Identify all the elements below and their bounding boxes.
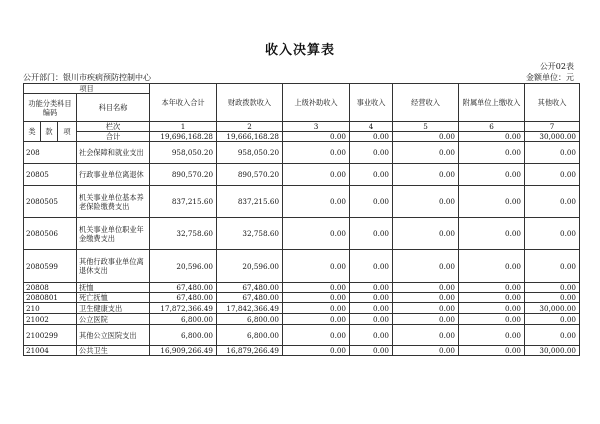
row-value-6: 0.00 (459, 325, 525, 346)
row-value-4: 0.00 (350, 314, 393, 325)
row-value-6: 0.00 (459, 303, 525, 314)
header-col-1: 本年收入合计 (150, 84, 217, 122)
table-row (24, 293, 580, 303)
row-value-3: 0.00 (283, 303, 350, 314)
table-row (24, 303, 580, 314)
row-value-2: 17,842,366.49 (217, 303, 283, 314)
row-value-3: 0.00 (283, 325, 350, 346)
row-value-5: 0.00 (393, 218, 459, 250)
header-lanci: 栏次 (77, 122, 150, 132)
row-value-6: 0.00 (459, 314, 525, 325)
row-value-7: 0.00 (525, 164, 580, 186)
total-2: 19,666,168.28 (217, 132, 283, 142)
col-number-7: 7 (525, 122, 580, 132)
row-value-5: 0.00 (393, 250, 459, 283)
row-value-6: 0.00 (459, 186, 525, 218)
row-value-1: 67,480.00 (150, 283, 217, 293)
row-code: 208 (24, 142, 77, 164)
table-row (24, 346, 580, 356)
row-value-2: 32,758.60 (217, 218, 283, 250)
row-code: 2080599 (24, 250, 77, 283)
row-value-1: 67,480.00 (150, 293, 217, 303)
row-value-2: 67,480.00 (217, 283, 283, 293)
row-value-7: 0.00 (525, 325, 580, 346)
row-value-4: 0.00 (350, 346, 393, 356)
row-value-6: 0.00 (459, 164, 525, 186)
row-value-6: 0.00 (459, 250, 525, 283)
row-value-2: 16,879,266.49 (217, 346, 283, 356)
col-number-6: 6 (459, 122, 525, 132)
header-kuan: 款 (41, 122, 58, 142)
row-name: 机关事业单位职业年金缴费支出 (77, 218, 150, 250)
row-value-5: 0.00 (393, 314, 459, 325)
total-6: 0.00 (459, 132, 525, 142)
header-row-lanci (24, 122, 580, 132)
row-code: 2100299 (24, 325, 77, 346)
total-5: 0.00 (393, 132, 459, 142)
row-value-4: 0.00 (350, 303, 393, 314)
row-code: 21002 (24, 314, 77, 325)
row-value-7: 30,000.00 (525, 346, 580, 356)
col-number-3: 3 (283, 122, 350, 132)
row-value-4: 0.00 (350, 325, 393, 346)
row-value-1: 20,596.00 (150, 250, 217, 283)
row-value-7: 0.00 (525, 314, 580, 325)
row-value-1: 17,872,366.49 (150, 303, 217, 314)
row-value-4: 0.00 (350, 293, 393, 303)
header-col-2: 财政拨款收入 (217, 84, 283, 122)
row-value-3: 0.00 (283, 142, 350, 164)
row-code: 210 (24, 303, 77, 314)
row-value-7: 0.00 (525, 186, 580, 218)
row-value-1: 837,215.60 (150, 186, 217, 218)
row-name: 卫生健康支出 (77, 303, 150, 314)
row-value-3: 0.00 (283, 218, 350, 250)
row-value-7: 0.00 (525, 293, 580, 303)
row-value-5: 0.00 (393, 164, 459, 186)
total-3: 0.00 (283, 132, 350, 142)
row-value-3: 0.00 (283, 314, 350, 325)
row-name: 社会保障和就业支出 (77, 142, 150, 164)
row-value-3: 0.00 (283, 186, 350, 218)
row-name: 行政事业单位离退休 (77, 164, 150, 186)
header-lei: 类 (24, 122, 41, 142)
row-value-2: 20,596.00 (217, 250, 283, 283)
header-col-6: 附属单位上缴收入 (459, 84, 525, 122)
row-value-3: 0.00 (283, 164, 350, 186)
header-func-code: 功能分类科目编码 (24, 94, 77, 122)
form-number: 公开02表 (539, 62, 574, 71)
row-value-4: 0.00 (350, 283, 393, 293)
header-col-4: 事业收入 (350, 84, 393, 122)
row-value-6: 0.00 (459, 293, 525, 303)
row-code: 2080505 (24, 186, 77, 218)
col-number-2: 2 (217, 122, 283, 132)
row-value-4: 0.00 (350, 164, 393, 186)
row-name: 其他行政事业单位离退休支出 (77, 250, 150, 283)
col-number-5: 5 (393, 122, 459, 132)
row-value-5: 0.00 (393, 186, 459, 218)
unit-label: 金额单位：元 (526, 73, 574, 82)
row-value-2: 958,050.20 (217, 142, 283, 164)
total-7: 30,000.00 (525, 132, 580, 142)
row-value-7: 30,000.00 (525, 303, 580, 314)
row-value-1: 32,758.60 (150, 218, 217, 250)
row-value-1: 890,570.20 (150, 164, 217, 186)
header-col-7: 其他收入 (525, 84, 580, 122)
row-value-2: 6,800.00 (217, 314, 283, 325)
row-value-5: 0.00 (393, 293, 459, 303)
col-number-1: 1 (150, 122, 217, 132)
row-value-2: 67,480.00 (217, 293, 283, 303)
row-value-5: 0.00 (393, 283, 459, 293)
row-value-7: 0.00 (525, 250, 580, 283)
row-name: 死亡抚恤 (77, 293, 150, 303)
row-value-4: 0.00 (350, 218, 393, 250)
total-1: 19,696,168.28 (150, 132, 217, 142)
row-name: 机关事业单位基本养老保险缴费支出 (77, 186, 150, 218)
page-title: 收入决算表 (264, 43, 335, 58)
table-row (24, 142, 580, 164)
col-number-4: 4 (350, 122, 393, 132)
row-value-4: 0.00 (350, 250, 393, 283)
row-value-1: 16,909,266.49 (150, 346, 217, 356)
table-row (24, 218, 580, 250)
row-name: 抚恤 (77, 283, 150, 293)
row-value-6: 0.00 (459, 283, 525, 293)
row-code: 20808 (24, 283, 77, 293)
row-value-2: 6,800.00 (217, 325, 283, 346)
row-value-5: 0.00 (393, 346, 459, 356)
table-row (24, 314, 580, 325)
row-code: 20805 (24, 164, 77, 186)
header-subject-name: 科目名称 (77, 94, 150, 122)
table-row (24, 164, 580, 186)
row-value-7: 0.00 (525, 142, 580, 164)
row-code: 2080506 (24, 218, 77, 250)
row-code: 2080801 (24, 293, 77, 303)
header-heji: 合计 (77, 132, 150, 142)
table-row (24, 250, 580, 283)
row-name: 公共卫生 (77, 346, 150, 356)
row-code: 21004 (24, 346, 77, 356)
header-project: 项目 (24, 84, 150, 94)
row-value-3: 0.00 (283, 250, 350, 283)
row-value-4: 0.00 (350, 186, 393, 218)
income-table (23, 83, 580, 356)
row-value-2: 837,215.60 (217, 186, 283, 218)
row-value-6: 0.00 (459, 346, 525, 356)
header-col-5: 经营收入 (393, 84, 459, 122)
row-name: 其他公立医院支出 (77, 325, 150, 346)
table-row (24, 283, 580, 293)
totals-row (24, 132, 580, 142)
header-col-3: 上级补助收入 (283, 84, 350, 122)
row-value-5: 0.00 (393, 303, 459, 314)
row-value-3: 0.00 (283, 346, 350, 356)
department-label: 公开部门：银川市疾病预防控制中心 (23, 73, 151, 82)
row-value-6: 0.00 (459, 142, 525, 164)
row-value-5: 0.00 (393, 142, 459, 164)
header-xiang: 项 (58, 122, 77, 142)
row-value-3: 0.00 (283, 293, 350, 303)
row-value-4: 0.00 (350, 142, 393, 164)
row-value-1: 6,800.00 (150, 314, 217, 325)
table-row (24, 325, 580, 346)
table-row (24, 186, 580, 218)
row-value-1: 6,800.00 (150, 325, 217, 346)
row-value-1: 958,050.20 (150, 142, 217, 164)
row-value-3: 0.00 (283, 283, 350, 293)
row-name: 公立医院 (77, 314, 150, 325)
row-value-7: 0.00 (525, 218, 580, 250)
row-value-2: 890,570.20 (217, 164, 283, 186)
row-value-6: 0.00 (459, 218, 525, 250)
row-value-7: 0.00 (525, 283, 580, 293)
header-row-project (24, 84, 580, 94)
row-value-5: 0.00 (393, 325, 459, 346)
total-4: 0.00 (350, 132, 393, 142)
